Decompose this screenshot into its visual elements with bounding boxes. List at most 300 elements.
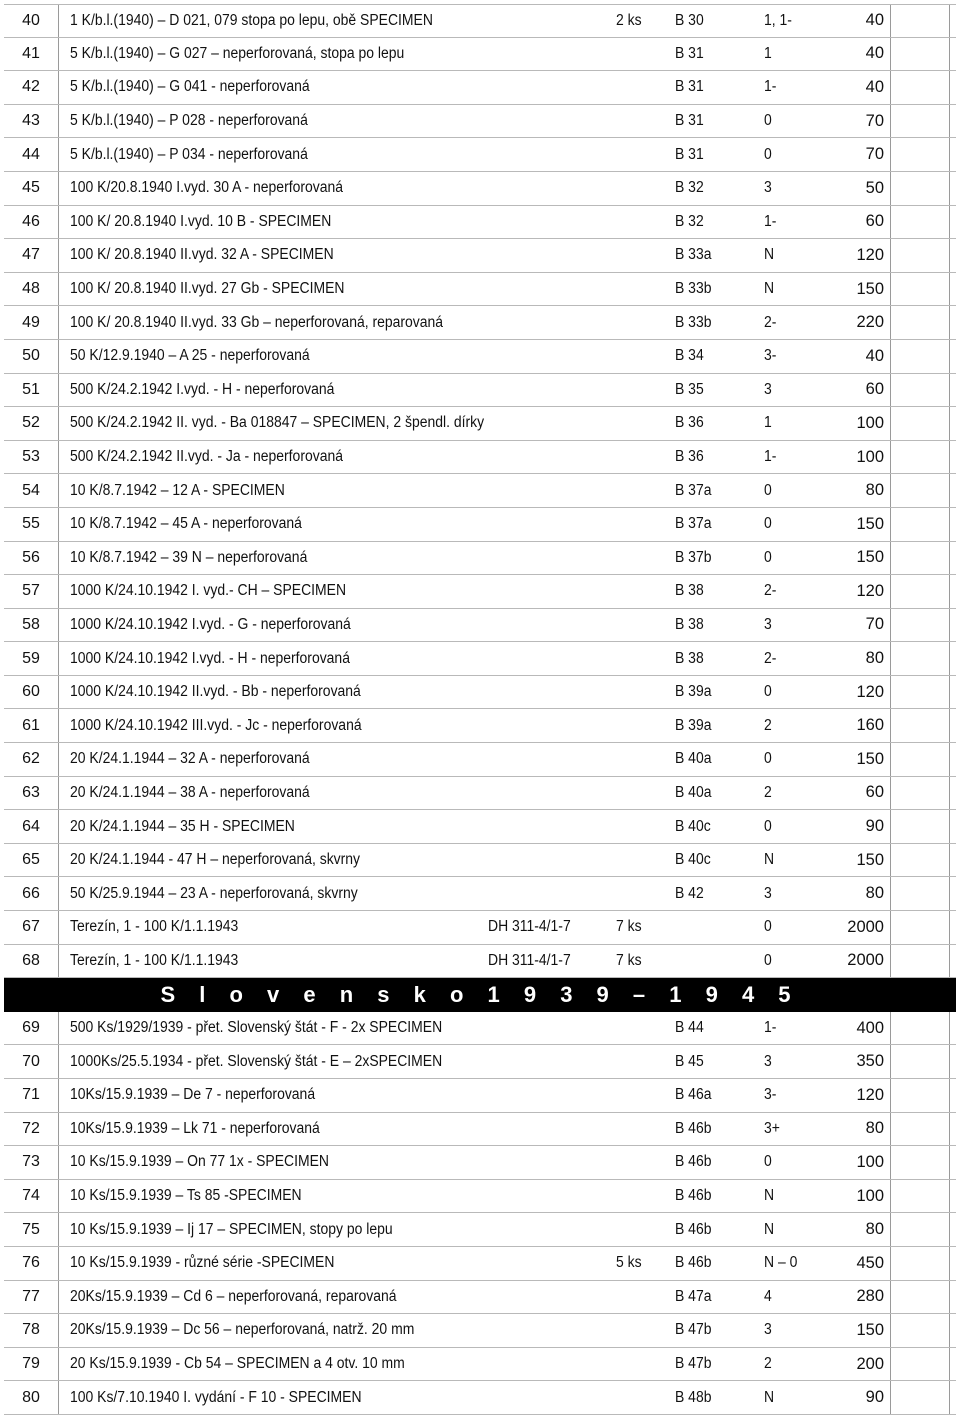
item-description: 20 K/24.1.1944 – 35 H - SPECIMEN [70, 817, 295, 835]
item-price: 2000 [847, 917, 884, 936]
item-price: 80 [865, 649, 884, 668]
table-row [4, 407, 956, 441]
item-catalog-number: B 40c [675, 851, 711, 869]
column-divider [890, 374, 891, 407]
table-row [4, 273, 956, 307]
column-divider [890, 407, 891, 440]
column-divider [890, 1113, 891, 1146]
column-divider [890, 945, 891, 978]
table-row [4, 1348, 956, 1382]
item-number: 53 [4, 441, 59, 474]
column-divider [890, 1146, 891, 1179]
column-divider [949, 71, 950, 104]
item-number: 73 [4, 1146, 59, 1179]
table-row [4, 642, 956, 676]
table-row [4, 945, 956, 979]
item-price: 220 [856, 313, 884, 332]
item-description: 50 K/25.9.1944 – 23 A - neperforovaná, skvrny [70, 884, 358, 902]
section-title: S l o v e n s k o 1 9 3 9 – 1 9 4 5 [160, 982, 800, 1008]
item-number: 56 [4, 542, 59, 575]
item-description: 10 Ks/15.9.1939 - různé série -SPECIMEN [70, 1254, 335, 1272]
item-description: 500 Ks/1929/1939 - přet. Slovenský štát - F - 2x SPECIMEN [70, 1019, 443, 1037]
item-grade: 3 [764, 1321, 772, 1339]
item-price: 120 [856, 245, 884, 264]
item-grade: 0 [764, 817, 772, 835]
item-price: 90 [865, 1388, 884, 1407]
item-description: 20 Ks/15.9.1939 - Cb 54 – SPECIMEN a 4 otv. 10 mm [70, 1355, 405, 1373]
item-price: 450 [856, 1253, 884, 1272]
column-divider [890, 1213, 891, 1246]
column-divider [949, 1012, 950, 1045]
item-grade: 1- [764, 78, 777, 96]
item-catalog-number: B 37a [675, 481, 712, 499]
table-row [4, 810, 956, 844]
item-description: 20 K/24.1.1944 – 38 A - neperforovaná [70, 783, 310, 801]
column-divider [949, 1079, 950, 1112]
column-divider [949, 239, 950, 272]
item-number: 62 [4, 743, 59, 776]
item-grade: 0 [764, 683, 772, 701]
item-number: 70 [4, 1045, 59, 1078]
item-number: 42 [4, 71, 59, 104]
item-grade: 0 [764, 951, 772, 969]
item-grade: N [764, 1388, 775, 1406]
table-row [4, 709, 956, 743]
item-price: 60 [865, 380, 884, 399]
item-catalog-number: B 30 [675, 11, 704, 29]
table-row [4, 105, 956, 139]
item-description: 1000 K/24.10.1942 III.vyd. - Jc - neperforovaná [70, 716, 362, 734]
item-grade: 2 [764, 1355, 772, 1373]
item-price: 80 [865, 884, 884, 903]
table-row [4, 1012, 956, 1046]
item-price: 150 [856, 850, 884, 869]
item-number: 76 [4, 1247, 59, 1280]
item-description: 1 K/b.l.(1940) – D 021, 079 stopa po lepu, obě SPECIMEN [70, 11, 433, 29]
item-number: 47 [4, 239, 59, 272]
column-divider [890, 844, 891, 877]
item-price: 150 [856, 749, 884, 768]
column-divider [949, 1381, 950, 1414]
column-divider [890, 340, 891, 373]
table-row [4, 441, 956, 475]
column-divider [890, 642, 891, 675]
column-divider [890, 1381, 891, 1414]
table-row [4, 542, 956, 576]
column-divider [890, 138, 891, 171]
column-divider [890, 206, 891, 239]
table-row [4, 508, 956, 542]
item-description: 20 K/24.1.1944 - 47 H – neperforovaná, skvrny [70, 851, 361, 869]
column-divider [890, 38, 891, 71]
item-grade: 3 [764, 884, 772, 902]
column-divider [949, 575, 950, 608]
item-grade: 1 [764, 414, 772, 432]
item-price: 160 [856, 716, 884, 735]
item-price: 60 [865, 783, 884, 802]
table-row [4, 1180, 956, 1214]
column-divider [949, 105, 950, 138]
item-number: 40 [4, 5, 59, 37]
item-price: 60 [865, 212, 884, 231]
item-price: 80 [865, 481, 884, 500]
column-divider [890, 676, 891, 709]
item-grade: N [764, 280, 775, 298]
item-number: 61 [4, 709, 59, 742]
item-catalog-number: B 39a [675, 683, 712, 701]
item-grade: 0 [764, 481, 772, 499]
item-description: 20Ks/15.9.1939 – Cd 6 – neperforovaná, reparovaná [70, 1287, 397, 1305]
column-divider [890, 1281, 891, 1314]
column-divider [949, 1247, 950, 1280]
item-number: 63 [4, 777, 59, 810]
item-number: 67 [4, 911, 59, 944]
item-reference: DH 311-4/1-7 [488, 951, 571, 969]
table-row [4, 306, 956, 340]
column-divider [890, 239, 891, 272]
item-grade: 0 [764, 918, 772, 936]
item-description: 10 K/8.7.1942 – 39 N – neperforovaná [70, 548, 308, 566]
item-number: 66 [4, 877, 59, 910]
column-divider [949, 508, 950, 541]
item-price: 2000 [847, 951, 884, 970]
item-description: 1000Ks/25.5.1934 - přet. Slovenský štát - E – 2xSPECIMEN [70, 1052, 443, 1070]
item-description: 10 K/8.7.1942 – 45 A - neperforovaná [70, 515, 302, 533]
item-number: 54 [4, 474, 59, 507]
item-grade: 0 [764, 750, 772, 768]
column-divider [949, 474, 950, 507]
column-divider [890, 542, 891, 575]
table-row [4, 844, 956, 878]
item-price: 120 [856, 1085, 884, 1104]
item-catalog-number: B 46b [675, 1254, 712, 1272]
item-grade: N [764, 1220, 775, 1238]
rows-protectorate [4, 4, 956, 978]
item-price: 200 [856, 1354, 884, 1373]
item-catalog-number: B 48b [675, 1388, 712, 1406]
item-price: 90 [865, 817, 884, 836]
column-divider [949, 306, 950, 339]
item-grade: 1, 1- [764, 11, 792, 29]
item-price: 70 [865, 111, 884, 130]
item-description: 100 K/ 20.8.1940 I.vyd. 10 B - SPECIMEN [70, 212, 332, 230]
item-catalog-number: B 45 [675, 1052, 704, 1070]
item-grade: 1 [764, 44, 772, 62]
item-number: 77 [4, 1281, 59, 1314]
item-description: 1000 K/24.10.1942 I. vyd.- CH – SPECIMEN [70, 582, 347, 600]
column-divider [949, 5, 950, 37]
column-divider [890, 1079, 891, 1112]
item-catalog-number: B 42 [675, 884, 704, 902]
column-divider [890, 1045, 891, 1078]
column-divider [949, 340, 950, 373]
item-number: 69 [4, 1012, 59, 1045]
item-price: 150 [856, 514, 884, 533]
column-divider [949, 877, 950, 910]
item-price: 150 [856, 548, 884, 567]
item-price: 100 [856, 413, 884, 432]
column-divider [890, 5, 891, 37]
item-price: 100 [856, 1152, 884, 1171]
item-catalog-number: B 40a [675, 783, 712, 801]
item-catalog-number: B 38 [675, 649, 704, 667]
item-catalog-number: B 47b [675, 1321, 712, 1339]
item-description: 10 Ks/15.9.1939 – Ts 85 -SPECIMEN [70, 1187, 302, 1205]
item-number: 55 [4, 508, 59, 541]
item-description: 100 K/ 20.8.1940 II.vyd. 27 Gb - SPECIMEN [70, 280, 345, 298]
item-number: 72 [4, 1113, 59, 1146]
item-number: 52 [4, 407, 59, 440]
column-divider [949, 138, 950, 171]
item-price: 80 [865, 1220, 884, 1239]
item-price: 40 [865, 44, 884, 63]
item-quantity: 2 ks [616, 11, 642, 29]
column-divider [890, 1348, 891, 1381]
column-divider [949, 945, 950, 978]
item-grade: 0 [764, 548, 772, 566]
column-divider [949, 1113, 950, 1146]
item-number: 46 [4, 206, 59, 239]
item-price: 70 [865, 145, 884, 164]
item-grade: 0 [764, 515, 772, 533]
item-catalog-number: B 40a [675, 750, 712, 768]
column-divider [949, 810, 950, 843]
column-divider [949, 38, 950, 71]
column-divider [890, 1012, 891, 1045]
item-price: 100 [856, 1186, 884, 1205]
table-row [4, 239, 956, 273]
column-divider [890, 508, 891, 541]
column-divider [890, 172, 891, 205]
column-divider [949, 777, 950, 810]
item-price: 40 [865, 77, 884, 96]
item-description: 50 K/12.9.1940 – A 25 - neperforovaná [70, 347, 310, 365]
column-divider [890, 743, 891, 776]
item-number: 74 [4, 1180, 59, 1213]
item-grade: 2- [764, 582, 777, 600]
item-price: 50 [865, 178, 884, 197]
column-divider [890, 273, 891, 306]
item-description: 500 K/24.2.1942 II.vyd. - Ja - neperforovaná [70, 448, 343, 466]
item-catalog-number: B 32 [675, 179, 704, 197]
item-description: 100 K/20.8.1940 I.vyd. 30 A - neperforovaná [70, 179, 344, 197]
item-catalog-number: B 36 [675, 448, 704, 466]
table-row [4, 1281, 956, 1315]
table-row [4, 1079, 956, 1113]
table-row [4, 1314, 956, 1348]
item-reference: DH 311-4/1-7 [488, 918, 571, 936]
column-divider [949, 609, 950, 642]
item-catalog-number: B 46b [675, 1220, 712, 1238]
item-price: 100 [856, 447, 884, 466]
column-divider [949, 676, 950, 709]
item-catalog-number: B 46b [675, 1153, 712, 1171]
item-number: 78 [4, 1314, 59, 1347]
column-divider [949, 642, 950, 675]
item-price: 80 [865, 1119, 884, 1138]
item-grade: 3+ [764, 1119, 780, 1137]
item-number: 75 [4, 1213, 59, 1246]
item-price: 400 [856, 1018, 884, 1037]
column-divider [949, 273, 950, 306]
item-catalog-number: B 46b [675, 1187, 712, 1205]
item-catalog-number: B 31 [675, 145, 704, 163]
item-number: 43 [4, 105, 59, 138]
column-divider [890, 306, 891, 339]
table-row [4, 4, 956, 38]
item-description: 5 K/b.l.(1940) – P 028 - neperforovaná [70, 112, 308, 130]
item-grade: 3- [764, 347, 777, 365]
table-row [4, 206, 956, 240]
item-grade: 3 [764, 179, 772, 197]
table-row [4, 1381, 956, 1415]
item-description: 1000 K/24.10.1942 II.vyd. - Bb - neperforovaná [70, 683, 361, 701]
item-number: 80 [4, 1381, 59, 1414]
column-divider [890, 1314, 891, 1347]
item-catalog-number: B 31 [675, 78, 704, 96]
item-description: 10 Ks/15.9.1939 – Ij 17 – SPECIMEN, stopy po lepu [70, 1220, 393, 1238]
table-row [4, 1213, 956, 1247]
item-grade: 2 [764, 716, 772, 734]
column-divider [949, 1281, 950, 1314]
table-row [4, 743, 956, 777]
table-row [4, 172, 956, 206]
item-description: 100 K/ 20.8.1940 II.vyd. 32 A - SPECIMEN [70, 246, 334, 264]
column-divider [949, 1146, 950, 1179]
table-row [4, 1045, 956, 1079]
item-description: 5 K/b.l.(1940) – P 034 - neperforovaná [70, 145, 308, 163]
item-catalog-number: B 33a [675, 246, 712, 264]
table-row [4, 71, 956, 105]
item-catalog-number: B 38 [675, 615, 704, 633]
item-description: 20 K/24.1.1944 – 32 A - neperforovaná [70, 750, 310, 768]
column-divider [890, 575, 891, 608]
item-catalog-number: B 33b [675, 313, 712, 331]
column-divider [949, 1314, 950, 1347]
table-row [4, 911, 956, 945]
item-grade: N [764, 246, 775, 264]
column-divider [949, 1348, 950, 1381]
item-catalog-number: B 34 [675, 347, 704, 365]
item-description: 5 K/b.l.(1940) – G 027 – neperforovaná, stopa po lepu [70, 44, 405, 62]
item-price: 150 [856, 279, 884, 298]
item-grade: N – 0 [764, 1254, 798, 1272]
item-number: 45 [4, 172, 59, 205]
table-row [4, 374, 956, 408]
item-number: 71 [4, 1079, 59, 1112]
rows-slovensko [4, 1012, 956, 1415]
item-description: 500 K/24.2.1942 II. vyd. - Ba 018847 – SPECIMEN, 2 špendl. dírky [70, 414, 485, 432]
item-price: 40 [865, 346, 884, 365]
item-quantity: 7 ks [616, 951, 642, 969]
table-row [4, 474, 956, 508]
item-grade: 3 [764, 615, 772, 633]
item-catalog-number: B 46a [675, 1086, 712, 1104]
column-divider [949, 407, 950, 440]
item-quantity: 5 ks [616, 1254, 642, 1272]
item-catalog-number: B 40c [675, 817, 711, 835]
column-divider [890, 609, 891, 642]
item-description: 10 Ks/15.9.1939 – On 77 1x - SPECIMEN [70, 1153, 329, 1171]
item-grade: 1- [764, 448, 777, 466]
catalog-table [4, 4, 956, 1415]
column-divider [949, 743, 950, 776]
column-divider [949, 542, 950, 575]
item-number: 48 [4, 273, 59, 306]
table-row [4, 38, 956, 72]
item-catalog-number: B 47b [675, 1355, 712, 1373]
item-catalog-number: B 39a [675, 716, 712, 734]
table-row [4, 138, 956, 172]
item-description: 500 K/24.2.1942 I.vyd. - H - neperforovaná [70, 380, 335, 398]
column-divider [949, 1213, 950, 1246]
item-number: 68 [4, 945, 59, 978]
item-grade: 3 [764, 380, 772, 398]
item-price: 40 [865, 11, 884, 30]
item-catalog-number: B 44 [675, 1019, 704, 1037]
table-row [4, 777, 956, 811]
item-number: 79 [4, 1348, 59, 1381]
item-grade: 2- [764, 649, 777, 667]
item-description: 20Ks/15.9.1939 – Dc 56 – neperforovaná, natrž. 20 mm [70, 1321, 415, 1339]
item-catalog-number: B 37a [675, 515, 712, 533]
column-divider [949, 911, 950, 944]
item-catalog-number: B 38 [675, 582, 704, 600]
item-description: Terezín, 1 - 100 K/1.1.1943 [70, 918, 239, 936]
item-description: 10Ks/15.9.1939 – De 7 - neperforovaná [70, 1086, 316, 1104]
column-divider [949, 172, 950, 205]
column-divider [890, 71, 891, 104]
item-number: 65 [4, 844, 59, 877]
item-price: 70 [865, 615, 884, 634]
item-grade: 0 [764, 145, 772, 163]
column-divider [890, 709, 891, 742]
item-grade: 2- [764, 313, 777, 331]
item-catalog-number: B 37b [675, 548, 712, 566]
item-number: 59 [4, 642, 59, 675]
table-row [4, 877, 956, 911]
item-quantity: 7 ks [616, 918, 642, 936]
item-grade: N [764, 851, 775, 869]
item-number: 64 [4, 810, 59, 843]
column-divider [949, 1180, 950, 1213]
table-row [4, 676, 956, 710]
column-divider [890, 441, 891, 474]
column-divider [890, 877, 891, 910]
item-number: 51 [4, 374, 59, 407]
table-row [4, 1113, 956, 1147]
column-divider [890, 474, 891, 507]
item-number: 57 [4, 575, 59, 608]
item-number: 60 [4, 676, 59, 709]
item-grade: 0 [764, 112, 772, 130]
column-divider [949, 374, 950, 407]
section-header-slovensko [4, 978, 956, 1012]
item-catalog-number: B 33b [675, 280, 712, 298]
item-grade: 1- [764, 1019, 777, 1037]
column-divider [949, 1045, 950, 1078]
item-price: 120 [856, 682, 884, 701]
item-number: 44 [4, 138, 59, 171]
column-divider [949, 709, 950, 742]
item-catalog-number: B 35 [675, 380, 704, 398]
item-price: 150 [856, 1320, 884, 1339]
item-number: 41 [4, 38, 59, 71]
item-catalog-number: B 36 [675, 414, 704, 432]
column-divider [949, 206, 950, 239]
item-grade: 3- [764, 1086, 777, 1104]
item-price: 280 [856, 1287, 884, 1306]
